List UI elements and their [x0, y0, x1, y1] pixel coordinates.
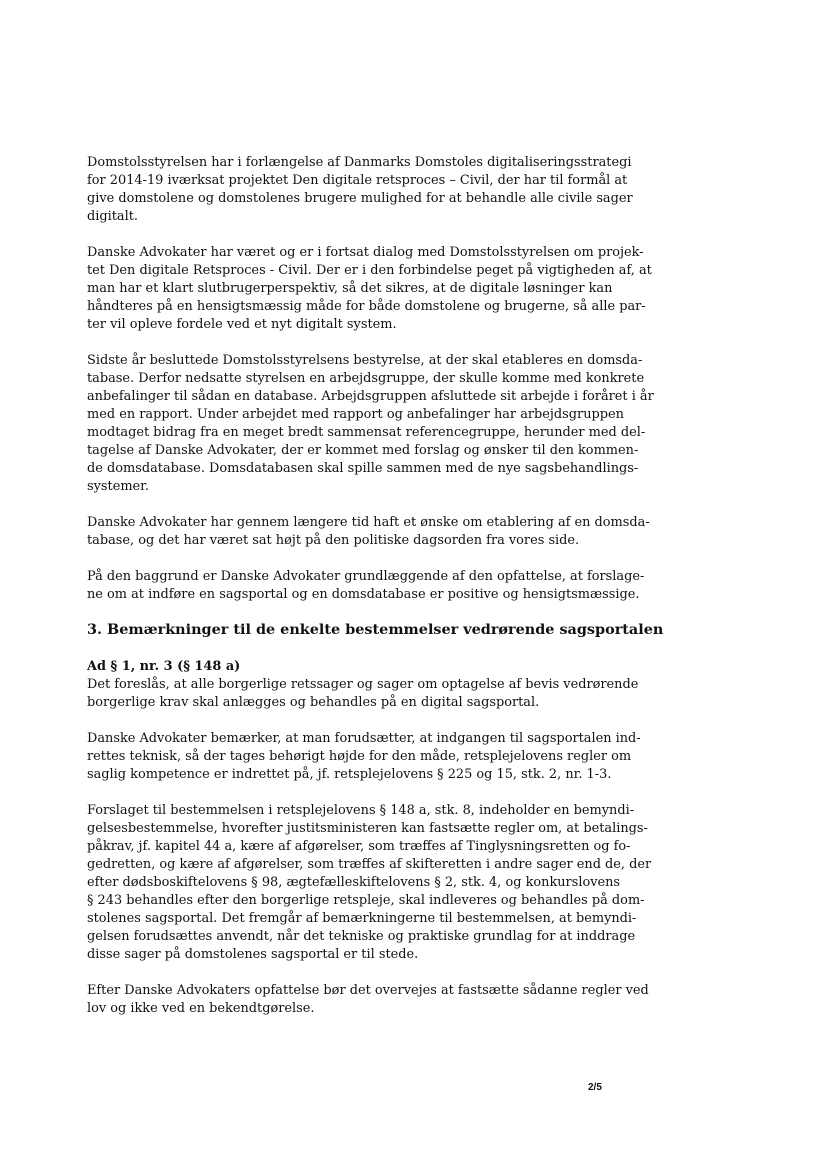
text-line: efter dødsboskiftelovens § 98, ægtefælleskiftelovens § 2, stk. 4, og konkurslovens [87, 875, 621, 890]
text-line: Danske Advokater har gennem længere tid haft et ønske om etablering af en domsda- [87, 515, 650, 530]
document-body [87, 154, 664, 1036]
text-line: man har et klart slutbrugerperspektiv, så det sikres, at de digitale løsninger kan [87, 281, 613, 296]
text-line: Danske Advokater har været og er i fortsat dialog med Domstolsstyrelsen om projek- [87, 245, 644, 260]
text-line: tabase, og det har været sat højt på den politiske dagsorden fra vores side. [87, 533, 580, 548]
paragraph-competence [87, 730, 641, 784]
text-line: digitalt. [87, 209, 139, 224]
paragraph-domsdatabase [87, 352, 654, 496]
text-line: stolenes sagsportal. Det fremgår af bemærkningerne til bestemmelsen, at bemyndi- [87, 911, 637, 926]
text-line: tabase. Derfor nedsatte styrelsen en arbejdsgruppe, der skulle komme med konkrete [87, 371, 645, 386]
paragraph-recommendation [87, 982, 649, 1018]
text-line: give domstolene og domstolenes brugere mulighed for at behandle alle civile sager [87, 191, 633, 206]
text-line: disse sager på domstolenes sagsportal er til stede. [87, 947, 419, 962]
page-number: 2/5 [588, 1082, 602, 1093]
text-line: tagelse af Danske Advokater, der er kommet med forslag og ønsker til den kommen- [87, 443, 639, 458]
section-heading: 3. Bemærkninger til de enkelte bestemmelser vedrørende sagsportalen [87, 621, 664, 638]
text-line: ter vil opleve fordele ved et nyt digitalt system. [87, 317, 397, 332]
subsection-heading: Ad § 1, nr. 3 (§ 148 a) [87, 659, 241, 674]
text-line: § 243 behandles efter den borgerlige retspleje, skal indleveres og behandles på dom- [87, 893, 645, 908]
text-line: ne om at indføre en sagsportal og en domsdatabase er positive og hensigtsmæssige. [87, 587, 640, 602]
text-line: modtaget bidrag fra en meget bredt sammensat referencegruppe, herunder med del- [87, 425, 646, 440]
text-line: Sidste år besluttede Domstolsstyrelsens bestyrelse, at der skal etableres en domsda- [87, 353, 643, 368]
paragraph-subsection [87, 658, 639, 712]
text-line: Forslaget til bestemmelsen i retsplejelovens § 148 a, stk. 8, indeholder en bemyndi- [87, 803, 635, 818]
text-line: håndteres på en hensigtsmæssig måde for både domstolene og brugerne, så alle par- [87, 299, 646, 314]
text-line: På den baggrund er Danske Advokater grundlæggende af den opfattelse, at forslage- [87, 569, 645, 584]
text-line: gelsen forudsættes anvendt, når det tekniske og praktiske grundlag for at inddrage [87, 929, 636, 944]
paragraph-conclusion [87, 568, 645, 604]
paragraph-authorization [87, 802, 652, 964]
text-line: anbefalinger til sådan en database. Arbejdsgruppen afsluttede sit arbejde i foråret i år [87, 389, 654, 404]
text-line: borgerlige krav skal anlægges og behandles på en digital sagsportal. [87, 695, 540, 710]
text-line: tet Den digitale Retsproces - Civil. Der er i den forbindelse peget på vigtigheden af, at [87, 263, 652, 278]
text-line: Det foreslås, at alle borgerlige retssager og sager om optagelse af bevis vedrørende [87, 677, 639, 692]
text-line: saglig kompetence er indrettet på, jf. retsplejelovens § 225 og 15, stk. 2, nr. 1-3. [87, 767, 612, 782]
paragraph-dialog [87, 244, 652, 334]
text-line: systemer. [87, 479, 150, 494]
text-line: de domsdatabase. Domsdatabasen skal spille sammen med de nye sagsbehandlings- [87, 461, 639, 476]
text-line: Domstolsstyrelsen har i forlængelse af Danmarks Domstoles digitaliseringsstrategi [87, 155, 632, 170]
paragraph-digital-strategy [87, 154, 633, 226]
text-line: gedretten, og kære af afgørelser, som træffes af skifteretten i andre sager end de, der [87, 857, 652, 872]
text-line: med en rapport. Under arbejdet med rapport og anbefalinger har arbejdsgruppen [87, 407, 624, 422]
paragraph-wish [87, 514, 650, 550]
text-line: gelsesbestemmelse, hvorefter justitsministeren kan fastsætte regler om, at betalings- [87, 821, 648, 836]
text-line: påkrav, jf. kapitel 44 a, kære af afgørelser, som træffes af Tinglysningsretten og fo- [87, 839, 631, 854]
text-line: Efter Danske Advokaters opfattelse bør det overvejes at fastsætte sådanne regler ved [87, 983, 649, 998]
text-line: Danske Advokater bemærker, at man forudsætter, at indgangen til sagsportalen ind- [87, 731, 641, 746]
text-line: lov og ikke ved en bekendtgørelse. [87, 1001, 315, 1016]
text-line: rettes teknisk, så der tages behørigt højde for den måde, retsplejelovens regler om [87, 749, 632, 764]
text-line: for 2014-19 iværksat projektet Den digitale retsproces – Civil, der har til formål at [87, 173, 628, 188]
